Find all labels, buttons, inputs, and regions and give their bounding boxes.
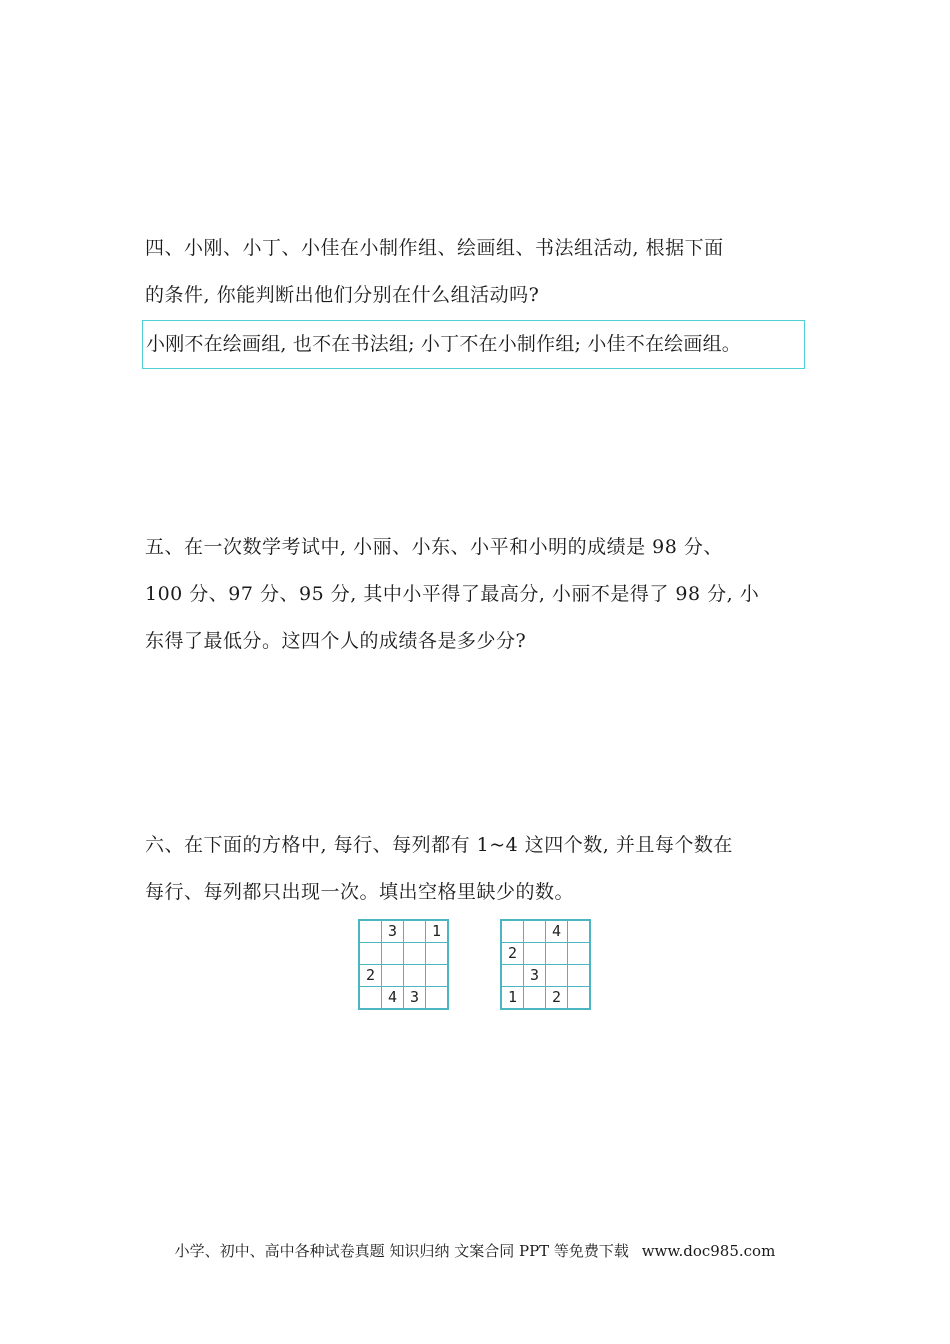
grid-cell: 2: [359, 965, 382, 987]
question-4-line-1: 四、小刚、小丁、小佳在小制作组、绘画组、书法组活动, 根据下面: [145, 237, 724, 259]
grid-cell: [524, 943, 546, 965]
grid-cell: [568, 920, 591, 943]
grid-row: [501, 920, 590, 943]
question-5-line-3: 东得了最低分。这四个人的成绩各是多少分?: [145, 630, 527, 652]
grid-cell: [568, 987, 591, 1010]
grid-cell: [382, 943, 404, 965]
grid-cell: [524, 920, 546, 943]
grid-row: [501, 965, 590, 987]
puzzle-grid-right: [500, 919, 591, 1010]
question-4: [145, 225, 815, 319]
grid-row: [501, 987, 590, 1010]
grid-cell: [359, 920, 382, 943]
footer-url: www.doc985.com: [641, 1242, 776, 1260]
grid-cell: [568, 965, 591, 987]
grid-cell: 4: [382, 987, 404, 1010]
grid-cell: 1: [426, 920, 449, 943]
grid-cell: 1: [501, 987, 524, 1010]
question-4-line-2: 的条件, 你能判断出他们分别在什么组活动吗?: [145, 284, 540, 306]
grid-cell: 3: [404, 987, 426, 1010]
question-5: [145, 524, 815, 665]
grid-cell: [426, 965, 449, 987]
grid-cell: [382, 965, 404, 987]
grid-cell: [404, 965, 426, 987]
question-5-line-2: 100 分、97 分、95 分, 其中小平得了最高分, 小丽不是得了 98 分, 小: [145, 583, 760, 605]
grid-row: [359, 920, 448, 943]
grid-row: [359, 965, 448, 987]
grid-cell: 2: [546, 987, 568, 1010]
question-6-line-2: 每行、每列都只出现一次。填出空格里缺少的数。: [145, 881, 575, 903]
grid-row: [359, 943, 448, 965]
grid-cell: 3: [382, 920, 404, 943]
grid-cell: [546, 943, 568, 965]
grid-row: [501, 943, 590, 965]
question-5-line-1: 五、在一次数学考试中, 小丽、小东、小平和小明的成绩是 98 分、: [145, 536, 723, 558]
grid-cell: 3: [524, 965, 546, 987]
grid-cell: [426, 987, 449, 1010]
grid-cell: [404, 920, 426, 943]
grid-cell: [359, 987, 382, 1010]
puzzle-grid-left: [358, 919, 449, 1010]
grid-cell: [426, 943, 449, 965]
grid-cell: [404, 943, 426, 965]
question-4-conditions-box: 小刚不在绘画组, 也不在书法组; 小丁不在小制作组; 小佳不在绘画组。: [142, 320, 805, 369]
grid-cell: [546, 965, 568, 987]
footer-text: 小学、初中、高中各种试卷真题 知识归纳 文案合同 PPT 等免费下载: [174, 1242, 629, 1260]
grid-cell: [524, 987, 546, 1010]
question-6-line-1: 六、在下面的方格中, 每行、每列都有 1~4 这四个数, 并且每个数在: [145, 834, 733, 856]
grid-cell: [501, 965, 524, 987]
page-footer: [0, 1240, 950, 1261]
grid-row: [359, 987, 448, 1010]
grid-cell: 4: [546, 920, 568, 943]
grid-cell: [359, 943, 382, 965]
question-6: [145, 822, 815, 916]
grid-cell: 2: [501, 943, 524, 965]
grid-cell: [568, 943, 591, 965]
grid-cell: [501, 920, 524, 943]
